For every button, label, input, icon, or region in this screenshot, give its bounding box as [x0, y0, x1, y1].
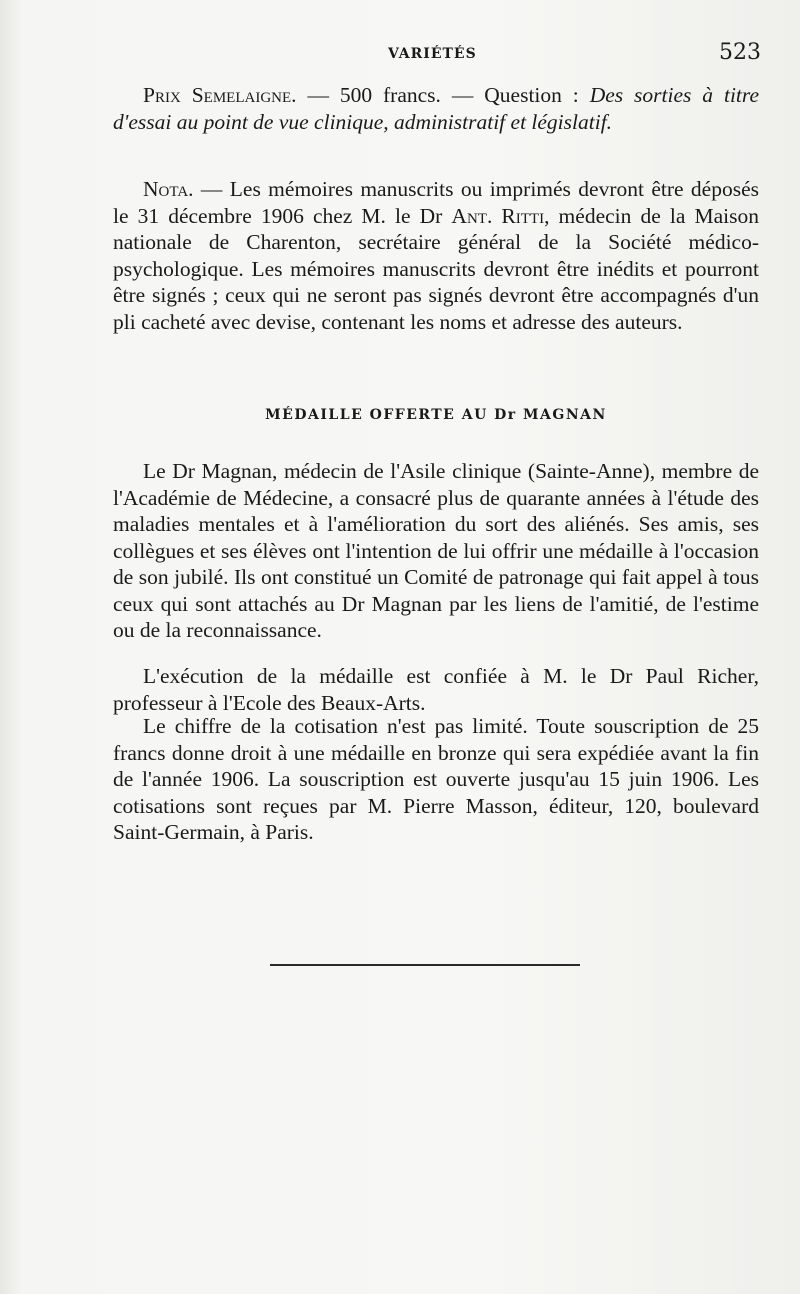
- medaille-paragraph-1: Le Dr Magnan, médecin de l'Asile clinique (Sainte-Anne), membre de l'Académie de Médecine, a consacré plus de quarante années à l'étude des maladies mentales et à l'amélioration du sort des aliénés. Ses amis, ses collègues et ses élèves ont l'intention de lui offrir une médaille à l'occasion de son jubilé. Ils ont constitué un Comité de patronage qui fait appel à tous ceux qui sont attachés au Dr Magnan par les liens de l'amitié, de l'estime ou de la reconnaissance.: [113, 459, 759, 642]
- medaille-paragraph-2: L'exécution de la médaille est confiée à M. le Dr Paul Richer, professeur à l'Ecole des Beaux-Arts.: [113, 664, 759, 715]
- page-header: [113, 40, 761, 70]
- nota-label: Nota.: [143, 177, 194, 201]
- horizontal-rule: [270, 964, 580, 966]
- prix-title: Prix Semelaigne.: [143, 83, 297, 107]
- nota-text-2: , médecin de la Maison nationale de Charenton, secrétaire général de la Société médico-psychologique. Les mémoires manuscrits devront être inédits et pourront être signés ; ceux qui ne seront pas signés devront être accompagnés d'un pli cacheté avec devise, contenant les noms et adresse des auteurs.: [113, 203, 759, 334]
- prix-paragraph: [113, 82, 759, 135]
- section-title: MÉDAILLE OFFERTE AU Dr MAGNAN: [265, 407, 607, 423]
- running-head: VARIÉTÉS: [388, 46, 477, 62]
- nota-text-1: — Les mémoires manuscrits ou imprimés devront être déposés le 31 décembre 1906 chez M. le Dr: [113, 177, 759, 228]
- prix-amount: — 500 francs. — Question :: [296, 83, 590, 107]
- nota-paragraph: [113, 176, 759, 335]
- nota-name: Ant. Ritti: [451, 203, 545, 228]
- prix-question: Des sorties à titre d'essai au point de vue clinique, administratif et législatif.: [113, 83, 760, 134]
- medaille-paragraph-3: Le chiffre de la cotisation n'est pas limité. Toute souscription de 25 francs donne droit à une médaille en bronze qui sera expédiée avant la fin de l'année 1906. La souscription est ouverte jusqu'au 15 juin 1906. Les cotisations sont reçues par M. Pierre Masson, éditeur, 120, boulevard Saint-Germain, à Paris.: [113, 714, 759, 844]
- page-number: 523: [719, 40, 761, 65]
